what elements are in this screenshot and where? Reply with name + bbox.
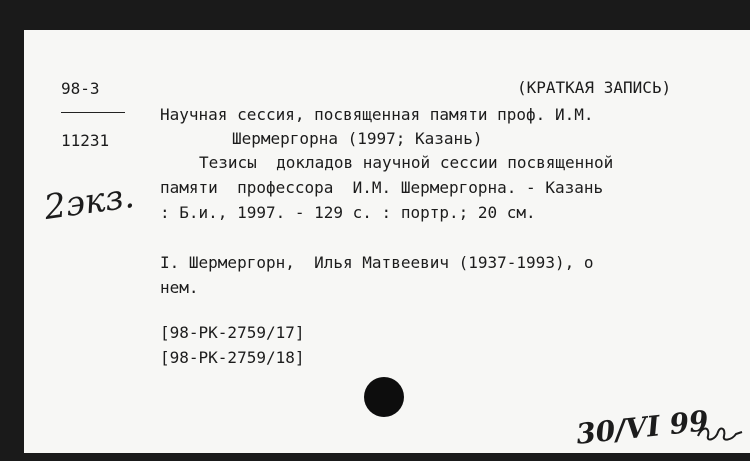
handwritten-initials-signature — [696, 422, 744, 444]
record-type: (КРАТКАЯ ЗАПИСЬ) — [517, 78, 672, 97]
subject-line-1: I. Шермергорн, Илья Матвеевич (1937-1993), о — [160, 253, 594, 272]
subject-line-2: нем. — [160, 278, 199, 297]
handwritten-copies-note: 2экз. — [41, 175, 137, 229]
heading-line-2: Шермергорна (1997; Казань) — [232, 129, 483, 148]
copy-call-number-2: [98-РК-2759/18] — [160, 348, 305, 367]
punch-hole — [364, 377, 404, 417]
body-line-1: Тезисы докладов научной сессии посвященной — [199, 153, 614, 172]
copy-call-number-1: [98-РК-2759/17] — [160, 323, 305, 342]
handwritten-date: 30/VI 99 — [574, 404, 711, 451]
shelf-divider — [61, 112, 125, 113]
body-line-3: : Б.и., 1997. - 129 с. : портр.; 20 см. — [160, 203, 536, 222]
inventory-number: 11231 — [61, 131, 110, 150]
shelf-mark: 98-3 — [61, 79, 100, 98]
heading-line-1: Научная сессия, посвященная памяти проф. И.М. — [160, 105, 594, 124]
body-line-2: памяти профессора И.М. Шермергорна. - Казань — [160, 178, 604, 197]
